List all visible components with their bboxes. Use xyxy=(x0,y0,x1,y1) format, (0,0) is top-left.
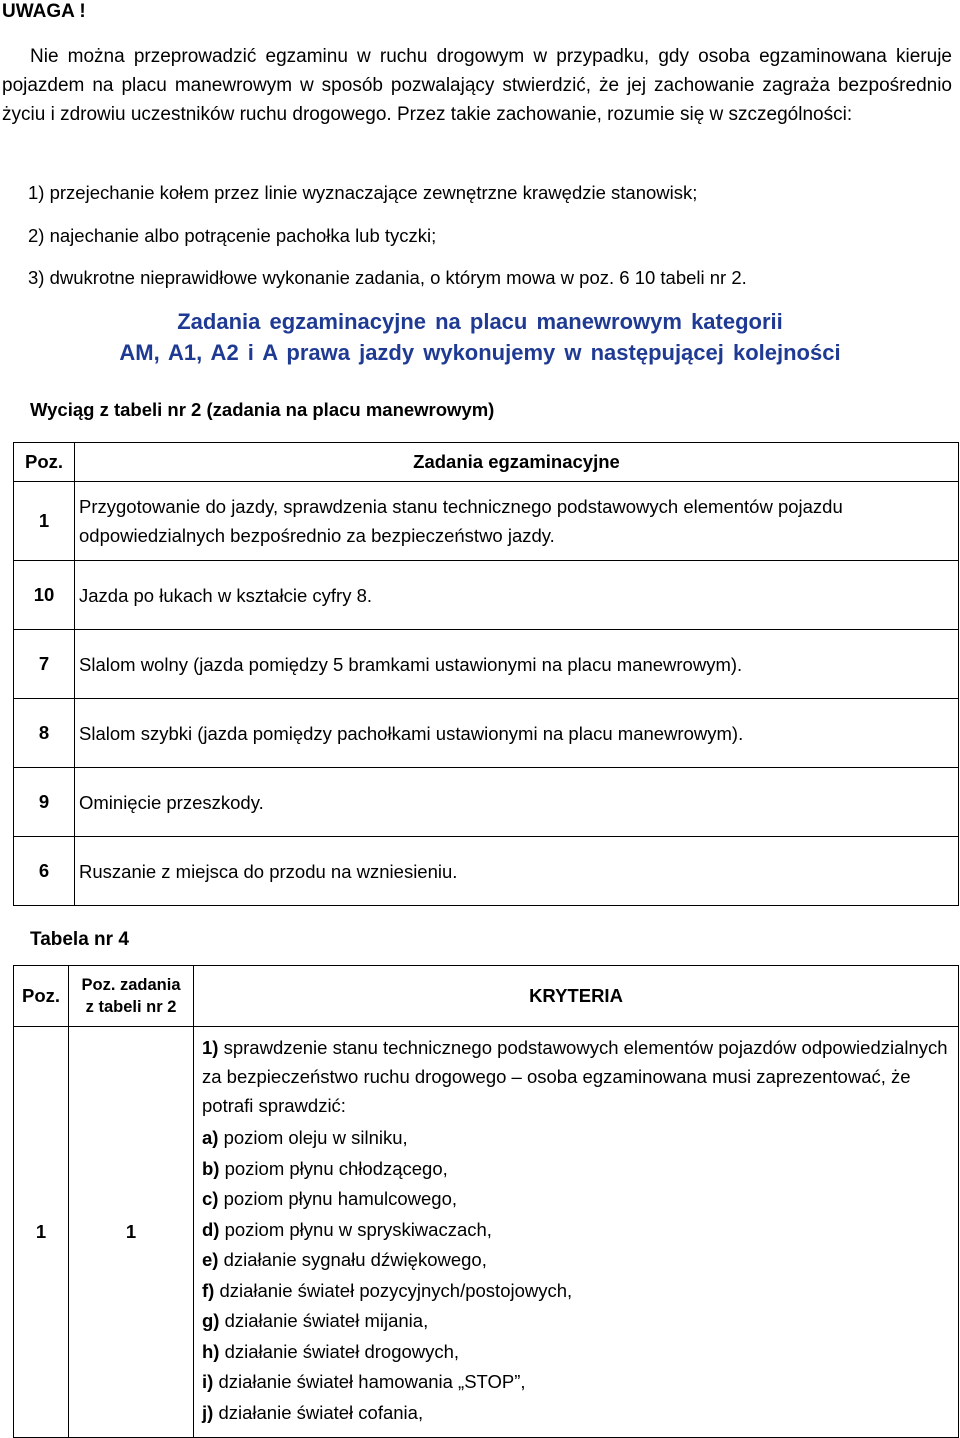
check-text: poziom oleju w silniku, xyxy=(218,1127,408,1148)
warning-paragraph-text: Nie można przeprowadzić egzaminu w ruchu drogowym w przypadku, gdy osoba egzaminowana kieruje pojazdem na placu manewrowym w sposób pozwalający stwierdzić, że jej zachowanie zagraża bezpośrednio życiu i zdrowiu uczestników ruchu drogowego. Przez takie zachowanie, rozumie się w szczególności: xyxy=(2,46,952,125)
table2-header-tasks: Zadania egzaminacyjne xyxy=(75,443,959,482)
table-row xyxy=(14,768,959,837)
list-item xyxy=(202,1184,950,1215)
warning-item-2: 2) najechanie albo potrącenie pachołka lub tyczki; xyxy=(28,225,437,246)
section-heading-line-2: AM, A1, A2 i A prawa jazdy wykonujemy w następującej kolejności xyxy=(119,340,841,365)
list-item xyxy=(202,1367,950,1398)
check-text: działanie sygnału dźwiękowego, xyxy=(218,1249,487,1270)
table4-header-task-pos xyxy=(69,966,194,1027)
check-text: działanie świateł drogowych, xyxy=(219,1340,460,1362)
table4-header-task-pos-line-2: z tabeli nr 2 xyxy=(85,998,177,1016)
check-text: działanie świateł hamowania „STOP”, xyxy=(213,1371,526,1392)
table4-cell-task-pos: 1 xyxy=(69,1027,194,1438)
warning-paragraph xyxy=(2,42,952,129)
list-item xyxy=(202,1398,950,1429)
table2-header-pos: Poz. xyxy=(14,443,75,482)
check-text: działanie świateł mijania, xyxy=(219,1310,429,1331)
table4-caption: Tabela nr 4 xyxy=(30,929,129,950)
check-letter: d) xyxy=(202,1218,220,1240)
table2-cell-pos: 7 xyxy=(14,630,75,699)
table2-cell-task: Ominięcie przeszkody. xyxy=(75,768,959,837)
list-item xyxy=(202,1245,950,1276)
list-item xyxy=(202,1215,950,1246)
table-row xyxy=(14,561,959,630)
check-text: poziom płynu w spryskiwaczach, xyxy=(219,1218,492,1240)
table4-cell-pos: 1 xyxy=(14,1027,69,1438)
table4-header-criteria: KRYTERIA xyxy=(194,966,959,1027)
check-text: poziom płynu chłodzącego, xyxy=(219,1157,448,1179)
list-item xyxy=(202,1154,950,1185)
table-row xyxy=(14,699,959,768)
criteria-intro-text: sprawdzenie stanu technicznego podstawowych elementów pojazdów odpowiedzialnych za bezpieczeństwo ruchu drogowego – osoba egzaminowana musi zaprezentować, że potrafi sprawdzić: xyxy=(202,1037,948,1116)
list-item xyxy=(202,1337,950,1368)
list-item xyxy=(202,1276,950,1307)
warning-title: UWAGA ! xyxy=(2,1,86,22)
criteria-check-list xyxy=(202,1123,950,1428)
check-text: działanie świateł cofania, xyxy=(213,1401,424,1423)
warning-item-3: 3) dwukrotne nieprawidłowe wykonanie zadania, o którym mowa w poz. 6 10 tabeli nr 2. xyxy=(28,267,747,288)
table-row xyxy=(14,837,959,906)
table4-criteria xyxy=(13,965,959,1438)
table2-cell-task: Przygotowanie do jazdy, sprawdzenia stanu technicznego podstawowych elementów pojazdu odpowiedzialnych bezpośrednio za bezpieczeństwo jazdy. xyxy=(75,482,959,561)
table-row xyxy=(14,630,959,699)
check-letter: i) xyxy=(202,1371,214,1392)
table2-cell-task: Slalom wolny (jazda pomiędzy 5 bramkami ustawionymi na placu manewrowym). xyxy=(75,630,959,699)
check-letter: j) xyxy=(202,1401,214,1423)
check-text: działanie świateł pozycyjnych/postojowych, xyxy=(214,1279,573,1301)
table2-cell-pos: 10 xyxy=(14,561,75,630)
warning-item-1: 1) przejechanie kołem przez linie wyznaczające zewnętrzne krawędzie stanowisk; xyxy=(28,182,698,203)
table4-header-row xyxy=(14,966,959,1027)
table4-header-pos: Poz. xyxy=(14,966,69,1027)
list-item xyxy=(202,1123,950,1154)
table2-caption: Wyciąg z tabeli nr 2 (zadania na placu manewrowym) xyxy=(30,399,495,420)
table2-cell-task: Jazda po łukach w kształcie cyfry 8. xyxy=(75,561,959,630)
check-letter: b) xyxy=(202,1157,220,1179)
table-row xyxy=(14,1027,959,1438)
check-letter: f) xyxy=(202,1279,215,1301)
check-letter: e) xyxy=(202,1249,219,1270)
table-row xyxy=(14,482,959,561)
table2-cell-pos: 8 xyxy=(14,699,75,768)
criteria-intro xyxy=(202,1033,950,1120)
table2-cell-pos: 9 xyxy=(14,768,75,837)
table2-exam-tasks xyxy=(13,442,959,906)
table4-header-task-pos-line-1: Poz. zadania xyxy=(81,976,181,994)
table2-cell-pos: 1 xyxy=(14,482,75,561)
table2-cell-task: Slalom szybki (jazda pomiędzy pachołkami ustawionymi na placu manewrowym). xyxy=(75,699,959,768)
check-letter: c) xyxy=(202,1188,219,1209)
table2-cell-task: Ruszanie z miejsca do przodu na wzniesieniu. xyxy=(75,837,959,906)
check-letter: a) xyxy=(202,1127,219,1148)
table4-cell-criteria xyxy=(194,1027,959,1438)
list-item xyxy=(202,1306,950,1337)
table2-cell-pos: 6 xyxy=(14,837,75,906)
check-letter: h) xyxy=(202,1340,220,1362)
criteria-intro-marker: 1) xyxy=(202,1037,219,1058)
section-heading-line-1: Zadania egzaminacyjne na placu manewrowym kategorii xyxy=(177,309,783,334)
check-text: poziom płynu hamulcowego, xyxy=(218,1188,458,1209)
check-letter: g) xyxy=(202,1310,220,1331)
table2-header-row xyxy=(14,443,959,482)
